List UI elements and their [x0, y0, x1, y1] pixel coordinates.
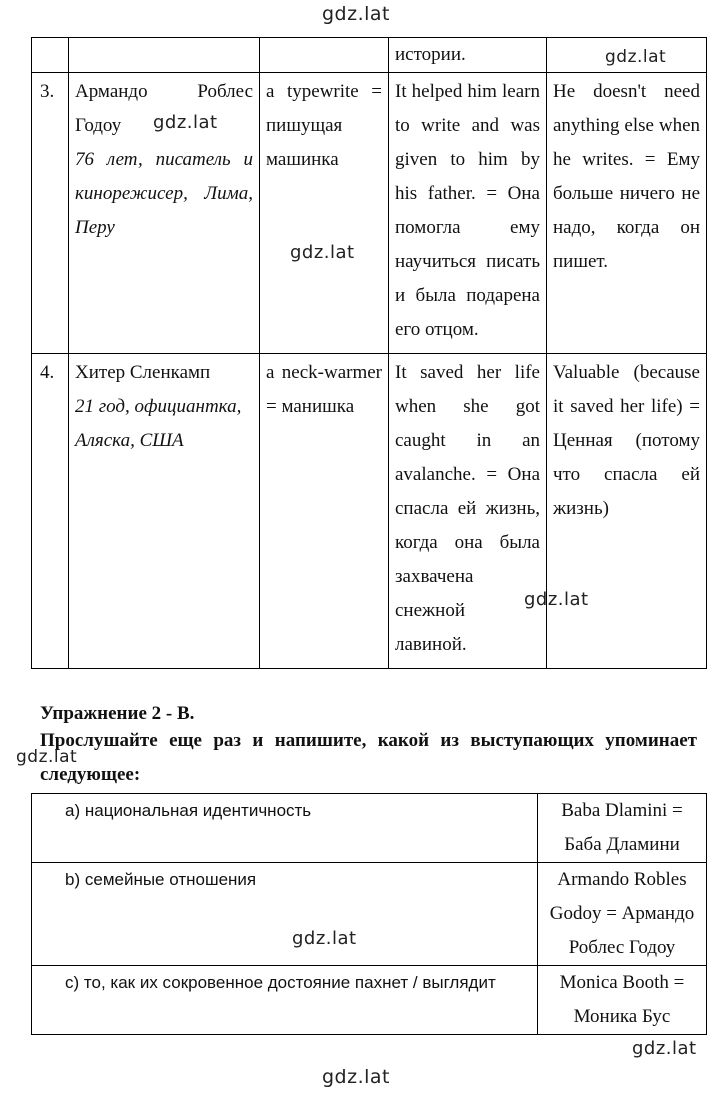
- answer-cell: Baba Dlamini = Баба Дламини: [538, 794, 707, 863]
- speakers-table: [31, 793, 707, 1035]
- topic-letter: c): [65, 973, 80, 992]
- speaker-details: 76 лет, писатель и кинорежисер, Лима, Перу: [75, 149, 253, 238]
- topic-text: национальная идентичность: [84, 801, 312, 820]
- answer-cell: Armando Robles Godoy = Армандо Роблес Годоу: [538, 863, 707, 966]
- value-cell: He doesn't need anything else when he writes. = Ему больше ничего не надо, когда он пишет.: [547, 73, 707, 354]
- table-row: [32, 863, 707, 966]
- table-cell: [69, 38, 260, 73]
- watermark: gdz.lat: [292, 928, 357, 949]
- speaker-first-name: Армандо: [75, 81, 148, 102]
- watermark: gdz.lat: [632, 1038, 697, 1059]
- speaker-details: 21 год, официантка, Аляска, США: [75, 396, 242, 451]
- story-cell: It helped him learn to write and was given to him by his father. = Она помогла ему научиться писать и была подарена его отцом.: [389, 73, 547, 354]
- continuation-text: истории.: [395, 44, 466, 65]
- table-cell: [260, 38, 389, 73]
- speaker-cell: [69, 354, 260, 669]
- topic-letter: b): [65, 870, 81, 889]
- watermark: gdz.lat: [153, 112, 218, 133]
- topic-cell: [32, 863, 538, 966]
- table-row: [32, 966, 707, 1035]
- table-row: [32, 354, 707, 669]
- table-row: [32, 73, 707, 354]
- watermark: gdz.lat: [322, 1066, 391, 1088]
- watermark: gdz.lat: [290, 242, 355, 263]
- exercise-instruction: Прослушайте еще раз и напишите, какой из выступающих упоминает следующее:: [40, 730, 697, 785]
- speaker-last-name: Годоу: [75, 115, 122, 136]
- watermark: gdz.lat: [605, 47, 667, 67]
- table-row: [32, 794, 707, 863]
- table-cell: [32, 38, 69, 73]
- item-cell: a typewrite = пишущая машинка: [260, 73, 389, 354]
- topic-letter: a): [65, 801, 81, 820]
- topic-text: семейные отношения: [84, 870, 257, 889]
- watermark: gdz.lat: [524, 589, 589, 610]
- topic-cell: [32, 966, 538, 1035]
- watermark: gdz.lat: [16, 747, 78, 767]
- exercise-title: Упражнение 2 - B.: [40, 703, 195, 724]
- table-cell: [389, 38, 547, 73]
- answer-cell: Monica Booth = Моника Бус: [538, 966, 707, 1035]
- story-cell: It saved her life when she got caught in an avalanche. = Она спасла ей жизнь, когда она была захвачена снежной лавиной.: [389, 354, 547, 669]
- watermark: gdz.lat: [322, 3, 391, 25]
- value-cell: Valuable (because it saved her life) = Ценная (потому что спасла ей жизнь): [547, 354, 707, 669]
- speaker-name: Хитер Сленкамп: [75, 362, 211, 383]
- row-number: 3.: [32, 73, 69, 354]
- row-number: 4.: [32, 354, 69, 669]
- item-cell: a neck-warmer = манишка: [260, 354, 389, 669]
- topic-text: то, как их сокровенное достояние пахнет / выглядит: [83, 973, 496, 992]
- speaker-middle-name: Роблес: [197, 81, 253, 102]
- topic-cell: [32, 794, 538, 863]
- speaker-name: [75, 75, 253, 109]
- possessions-table: [31, 37, 707, 669]
